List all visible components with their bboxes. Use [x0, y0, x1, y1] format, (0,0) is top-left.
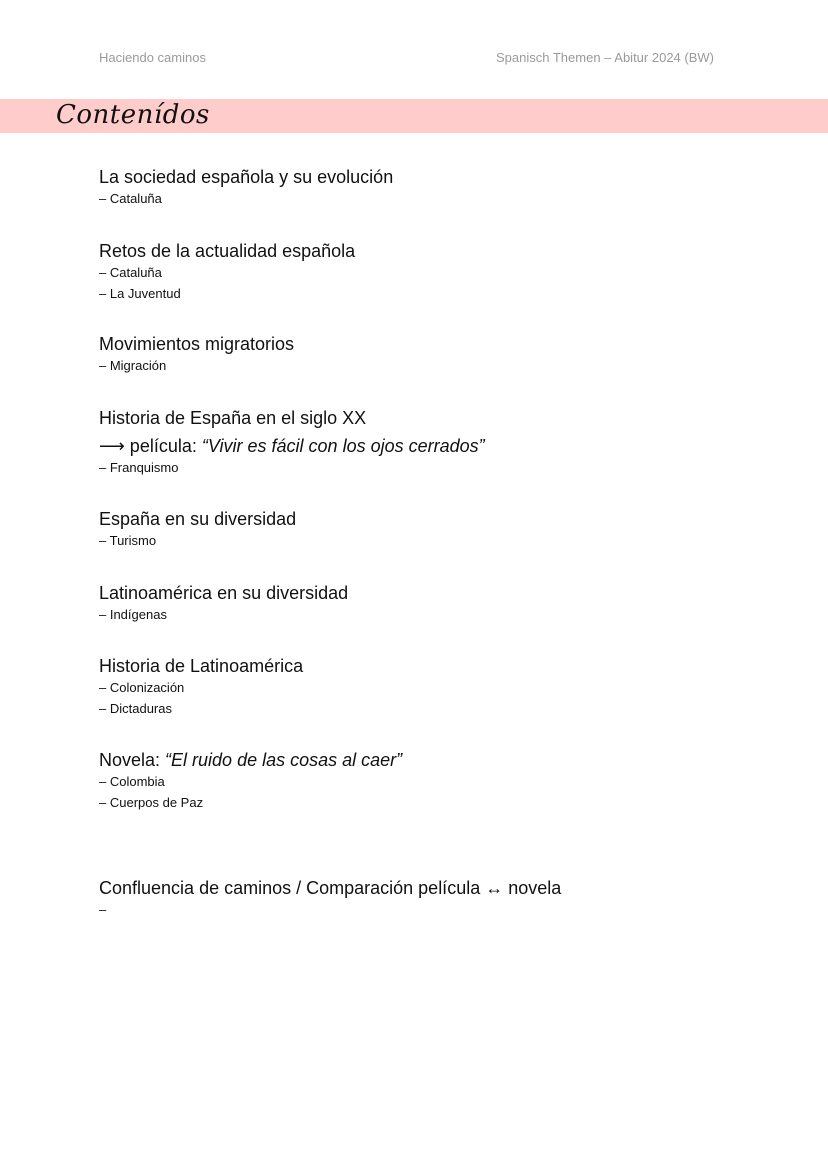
section-espana-diversidad: [99, 508, 296, 551]
section-title: Movimientos migratorios: [99, 334, 295, 354]
section-title: Retos de la actualidad española: [99, 241, 356, 261]
section-title: España en su diversidad: [99, 509, 297, 529]
section-retos: [99, 240, 355, 304]
section-item: – Colonización: [99, 680, 185, 695]
section-item: – Dictaduras: [99, 701, 172, 716]
section-title: Confluencia de caminos / Comparación película ↔ novela: [99, 878, 562, 898]
section-migratorios: [99, 333, 294, 376]
section-item: – Indígenas: [99, 607, 167, 622]
section-novela: [99, 749, 402, 813]
section-title: Latinoamérica en su diversidad: [99, 583, 349, 603]
section-item: – Cataluña: [99, 191, 162, 206]
section-title: La sociedad española y su evolución: [99, 167, 394, 187]
section-title: Historia de Latinoamérica: [99, 656, 304, 676]
novel-title: “El ruido de las cosas al caer”: [165, 750, 403, 770]
section-title: Historia de España en el siglo XX: [99, 408, 367, 428]
section-item: – La Juventud: [99, 286, 181, 301]
section-item: – Cataluña: [99, 265, 162, 280]
film-reference: [99, 435, 485, 457]
header-right-text: Spanisch Themen – Abitur 2024 (BW): [496, 50, 714, 65]
section-item: – Franquismo: [99, 460, 179, 475]
section-item: – Colombia: [99, 774, 165, 789]
section-historia-espana: [99, 407, 485, 478]
section-title: [99, 749, 402, 771]
section-item: –: [99, 902, 107, 917]
section-latinoamerica-diversidad: [99, 582, 348, 625]
film-prefix: ⟶ película:: [99, 436, 202, 456]
banner-title: Contenídos: [56, 100, 210, 130]
header-left-text: Haciendo caminos: [99, 50, 206, 65]
section-item: – Cuerpos de Paz: [99, 795, 204, 810]
section-sociedad: [99, 166, 393, 209]
section-historia-latinoamerica: [99, 655, 303, 719]
section-item: – Migración: [99, 358, 167, 373]
section-item: – Turismo: [99, 533, 157, 548]
novel-prefix: Novela:: [99, 750, 166, 770]
section-confluencia: [99, 877, 561, 920]
film-title: “Vivir es fácil con los ojos cerrados”: [201, 436, 485, 456]
